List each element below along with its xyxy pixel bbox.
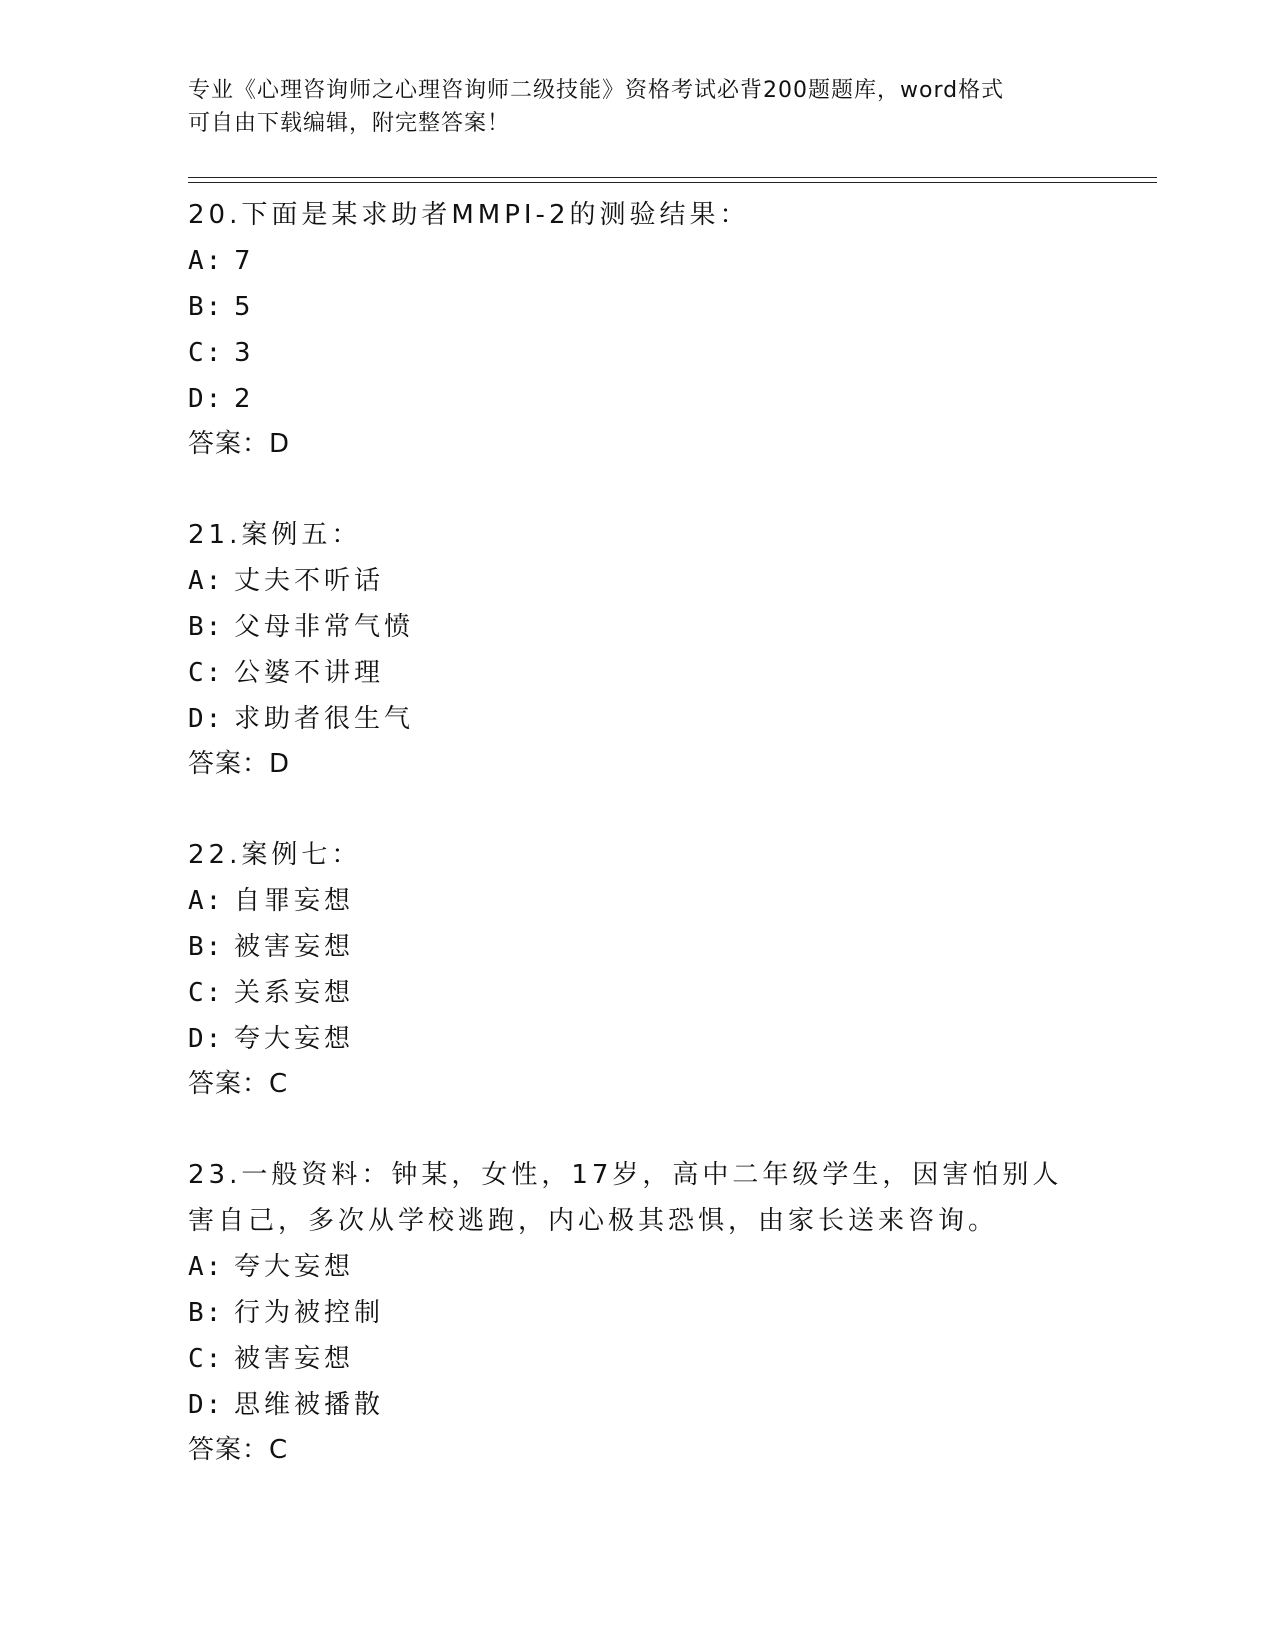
option-label: C: [188,338,224,368]
question-stem: 21.案例五： [188,520,362,550]
option-label: C: [188,1344,224,1374]
option-text: 自罪妄想 [234,886,355,916]
option-text: 5 [234,292,255,322]
option-text: 关系妄想 [234,978,355,1008]
option-b [188,284,1088,330]
option-label: A: [188,246,224,276]
document-header [188,74,1088,140]
option-label: A: [188,886,224,916]
question-23 [188,1152,1088,1472]
option-label: D: [188,384,224,414]
question-stem: 23.一般资料：钟某，女性，17岁，高中二年级学生，因害怕别人害自己，多次从学校逃跑，内心极其恐惧，由家长送来咨询。 [188,1160,1063,1236]
option-text: 思维被播散 [234,1390,385,1420]
option-d [188,1382,1088,1428]
answer-line: 答案：D [188,749,291,779]
option-text: 夸大妄想 [234,1024,355,1054]
question-21 [188,512,1088,786]
option-label: C: [188,978,224,1008]
option-d [188,1016,1088,1062]
option-label: C: [188,658,224,688]
option-b [188,924,1088,970]
option-label: D: [188,1024,224,1054]
option-a [188,558,1088,604]
option-label: A: [188,566,224,596]
option-text: 被害妄想 [234,1344,355,1374]
option-label: B: [188,292,224,322]
option-d [188,376,1088,422]
option-text: 3 [234,338,255,368]
option-label: B: [188,612,224,642]
option-text: 被害妄想 [234,932,355,962]
option-label: A: [188,1252,224,1282]
option-label: B: [188,1298,224,1328]
question-20 [188,192,1088,466]
question-stem: 22.案例七： [188,840,362,870]
option-label: B: [188,932,224,962]
header-line-2: 可自由下载编辑，附完整答案！ [188,111,511,136]
option-text: 丈夫不听话 [234,566,385,596]
option-a [188,1244,1088,1290]
option-text: 夸大妄想 [234,1252,355,1282]
option-text: 公婆不讲理 [234,658,385,688]
option-c [188,330,1088,376]
option-text: 求助者很生气 [234,704,415,734]
option-text: 父母非常气愤 [234,612,415,642]
option-c [188,650,1088,696]
option-a [188,878,1088,924]
option-c [188,1336,1088,1382]
option-c [188,970,1088,1016]
option-a [188,238,1088,284]
option-label: D: [188,1390,224,1420]
option-label: D: [188,704,224,734]
option-text: 7 [234,246,255,276]
header-divider-bottom [188,182,1157,183]
question-list [188,192,1088,1472]
question-stem: 20.下面是某求助者MMPI-2的测验结果： [188,200,750,230]
question-22 [188,832,1088,1106]
header-line-1: 专业《心理咨询师之心理咨询师二级技能》资格考试必背200题题库，word格式 [188,78,1005,103]
header-divider-top [188,177,1157,178]
answer-line: 答案：C [188,1435,289,1465]
option-b [188,1290,1088,1336]
answer-line: 答案：C [188,1069,289,1099]
option-text: 2 [234,384,255,414]
option-b [188,604,1088,650]
answer-line: 答案：D [188,429,291,459]
option-d [188,696,1088,742]
option-text: 行为被控制 [234,1298,385,1328]
